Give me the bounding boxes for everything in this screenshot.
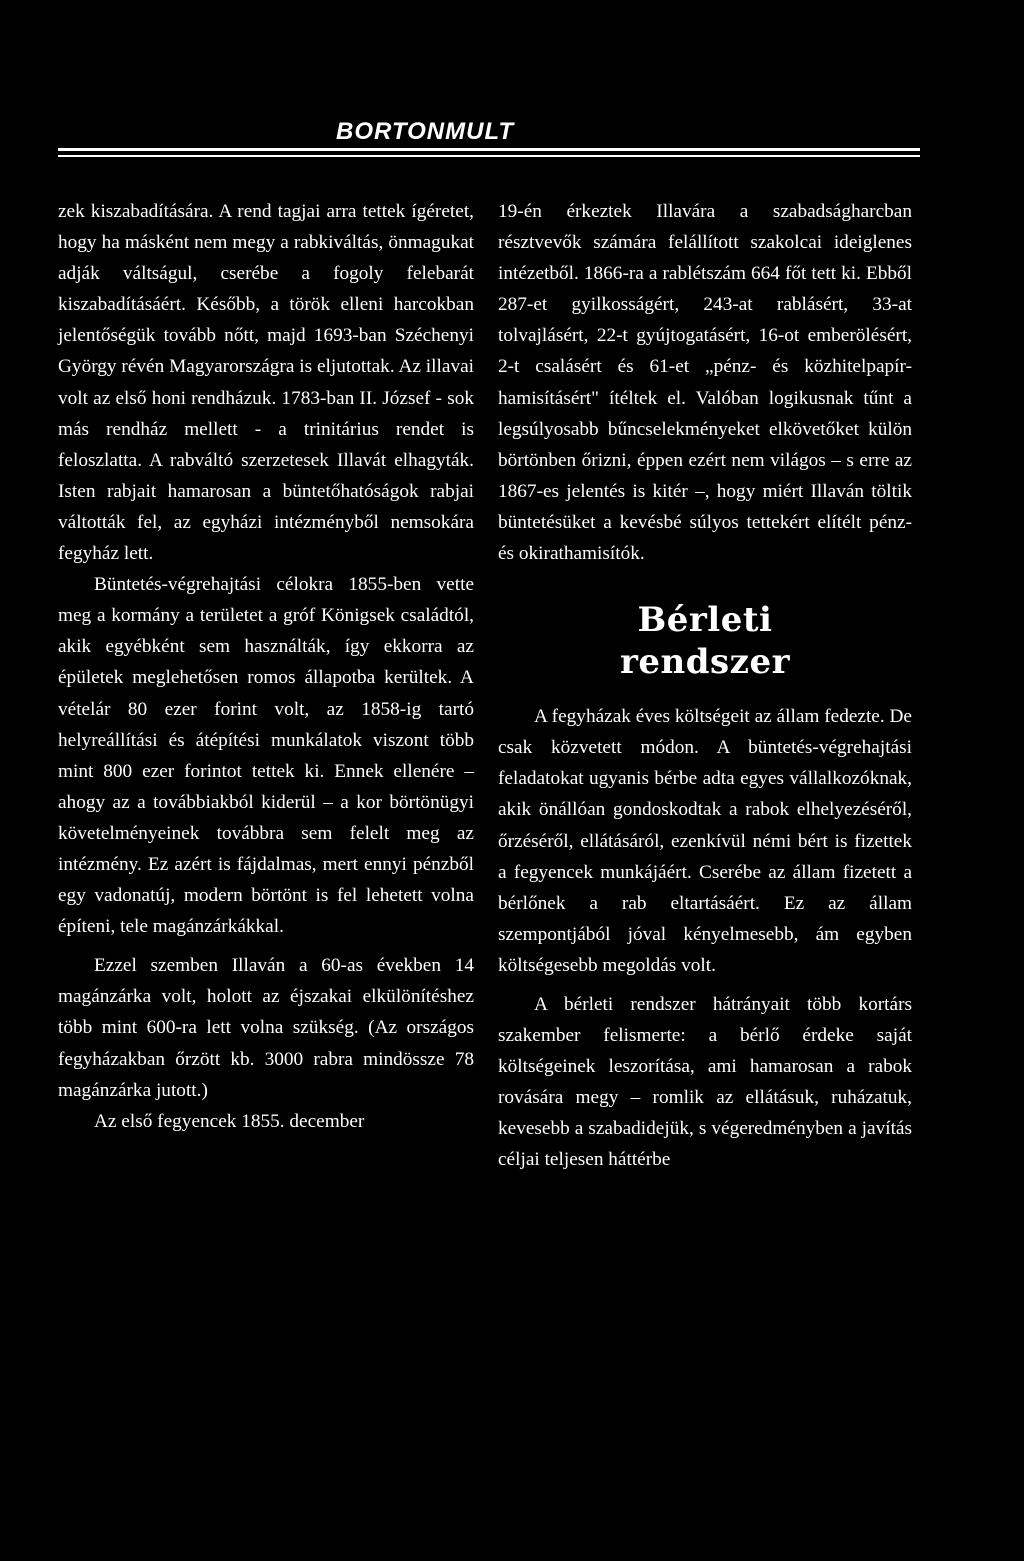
left-paragraph-1: zek kiszabadítására. A rend tagjai arra tettek ígéretet, hogy ha másként nem megy a rabkiváltás, önmagukat adják váltságul, cserébe a fogoly felebarát kiszabadításáért. Később, a török elleni harcokban jelentőségük tovább nőtt, majd 1693-ban Széchenyi György révén Magyarországra is eljutottak. Az illavai volt az első honi rendházuk. 1783-ban II. József - sok más rendház mellett - a trinitárius rendet is feloszlatta. A rabváltó szerzetesek Illavát elhagyták. Isten rabjait hamarosan a büntetőhatóságok rabjai váltották fel, az egyházi intézményből nemsokára fegyház lett. xyxy=(58,201,474,565)
subheading-line-1: Bérleti xyxy=(637,600,773,641)
section-subheading xyxy=(498,599,912,683)
header-rule-thin xyxy=(58,155,920,157)
left-column xyxy=(58,196,474,1137)
right-paragraph-1: 19-én érkeztek Illavára a szabadságharcban résztvevők számára felállított szakolcai ideiglenes intézetből. 1866-ra a rablétszám 664 főt tett ki. Ebből 287-et gyilkosságért, 243-at rablásért, 33-at tolvajlásért, 22-t gyújtogatásért, 16-ot emberölésért, 2-t csalásért és 61-et „pénz- és közhitelpapír-hamisításért" ítéltek el. Valóban logikusnak tűnt a legsúlyosabb bűncselekményeket elkövetőket külön börtönben őrizni, éppen ezért nem világos – s erre az 1867-es jelentés is kitér –, hogy miért Illaván töltik büntetésüket a kevésbé súlyos tettekért elítélt pénz- és okirathamisítók. xyxy=(498,201,912,565)
left-paragraph-2: Büntetés-végrehajtási célokra 1855-ben vette meg a kormány a területet a gróf Königsek családtól, akik egyébként sem használták, így ekkorra az épületek meglehetősen romos állapotba kerültek. A vételár 80 ezer forint volt, az 1858-ig tartó helyreállítási és átépítési munkálatok viszont több mint 800 ezer forintot tettek ki. Ennek ellenére – ahogy az a továbbiakból kiderül – a kor börtönügyi követelményeinek továbbra sem felelt meg az intézmény. Ez azért is fájdalmas, mert ennyi pénzből egy vadonatúj, modern börtönt is fel lehetett volna építeni, tele magánzárkákkal. xyxy=(58,574,474,938)
right-paragraph-3: A bérleti rendszer hátrányait több kortárs szakember felismerte: a bérlő érdeke saját költségeinek leszorítása, ami hamarosan a rabok rovására megy – romlik az ellátásuk, ruházatuk, kevesebb a szabadidejük, s végeredményben a javítás céljai teljesen háttérbe xyxy=(498,993,912,1171)
header-rule-thick xyxy=(58,148,920,151)
left-paragraph-3: Ezzel szemben Illaván a 60-as években 14 magánzárka volt, holott az éjszakai elkülönítéshez több mint 600-ra lett volna szükség. (Az országos fegyházakban őrzött kb. 3000 rabra mindössze 78 magánzárka jutott.) xyxy=(58,955,474,1101)
left-paragraph-4: Az első fegyencek 1855. december xyxy=(94,1110,365,1132)
right-column xyxy=(498,196,912,1176)
subheading-line-2: rendszer xyxy=(619,642,791,683)
right-paragraph-2: A fegyházak éves költségeit az állam fedezte. De csak közvetett módon. A büntetés-végrehajtási feladatokat ugyanis bérbe adta egyes vállalkozóknak, akik önállóan gondoskodtak a rabok elhelyezéséről, őrzéséről, ellátásáról, ezenkívül némi bért is fizettek a fegyencek munkájáért. Cserébe az állam fizetett a bérlőnek a rab eltartásáért. Ez az állam szempontjából jóval kényelmesebb, ám egyben költségesebb megoldás volt. xyxy=(498,706,912,976)
running-header-title: BORTONMULT xyxy=(336,118,514,145)
